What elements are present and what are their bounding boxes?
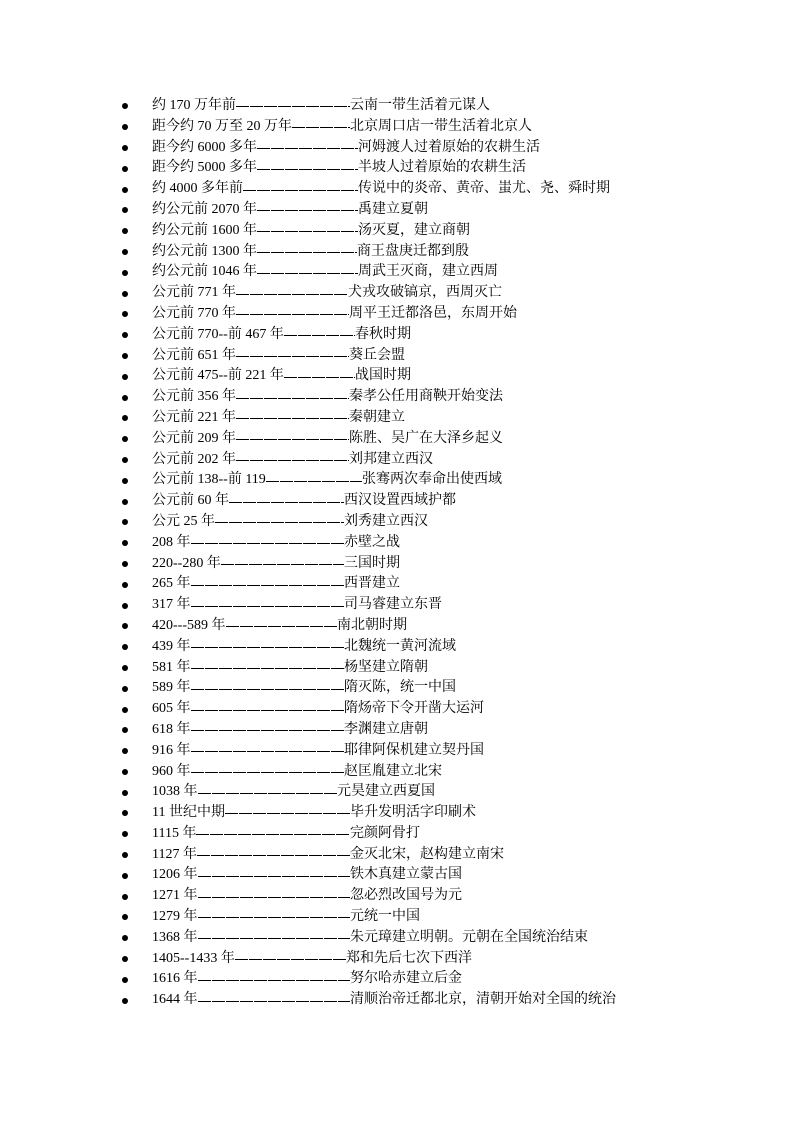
timeline-item bbox=[0, 554, 794, 575]
date-text: 约公元前 1600 年 bbox=[152, 222, 257, 238]
bullet-icon bbox=[122, 707, 128, 713]
event-text: 耶律阿保机建立契丹国 bbox=[344, 742, 484, 758]
event-text: 禹建立夏朝 bbox=[358, 201, 428, 217]
timeline-item bbox=[0, 990, 794, 1011]
leader-line bbox=[198, 897, 351, 898]
timeline-item bbox=[0, 699, 794, 720]
date-text: 1127 年 bbox=[152, 846, 197, 862]
leader-line bbox=[198, 1001, 351, 1002]
bullet-icon bbox=[122, 810, 128, 816]
timeline-item bbox=[0, 886, 794, 907]
event-text: 完颜阿骨打 bbox=[350, 825, 420, 841]
leader-line bbox=[191, 772, 345, 773]
timeline-item bbox=[0, 658, 794, 679]
date-text: 1616 年 bbox=[152, 971, 198, 987]
event-text: 元统一中国 bbox=[350, 909, 420, 925]
event-text: 葵丘会盟 bbox=[349, 347, 405, 363]
leader-line bbox=[292, 127, 350, 128]
event-text: 铁木真建立蒙古国 bbox=[350, 867, 462, 883]
bullet-icon bbox=[122, 914, 128, 920]
bullet-icon bbox=[122, 374, 128, 380]
event-text: 陈胜、吴广在大泽乡起义 bbox=[349, 430, 503, 446]
event-text: 刘邦建立西汉 bbox=[349, 451, 433, 467]
date-text: 1368 年 bbox=[152, 929, 198, 945]
timeline-item bbox=[0, 408, 794, 429]
bullet-icon bbox=[122, 769, 128, 775]
bullet-icon bbox=[122, 956, 128, 962]
date-text: 605 年 bbox=[152, 701, 191, 717]
timeline-item bbox=[0, 491, 794, 512]
bullet-icon bbox=[122, 207, 128, 213]
leader-line bbox=[257, 169, 358, 170]
date-text: 618 年 bbox=[152, 721, 191, 737]
date-text: 1405--1433 年 bbox=[152, 950, 235, 966]
bullet-icon bbox=[122, 561, 128, 567]
date-text: 约 4000 多年前 bbox=[152, 181, 243, 197]
event-text: 刘秀建立西汉 bbox=[344, 513, 428, 529]
date-text: 公元前 202 年 bbox=[152, 451, 236, 467]
timeline-item bbox=[0, 803, 794, 824]
date-text: 距今约 5000 多年 bbox=[152, 160, 257, 176]
bullet-icon bbox=[122, 748, 128, 754]
date-text: 公元 25 年 bbox=[152, 513, 215, 529]
event-text: 秦孝公任用商鞅开始变法 bbox=[349, 389, 503, 405]
leader-line bbox=[226, 626, 338, 627]
date-text: 约 170 万年前 bbox=[152, 98, 236, 113]
timeline-item bbox=[0, 678, 794, 699]
event-text: 周平王迁都洛邑，东周开始 bbox=[349, 305, 517, 321]
leader-line bbox=[229, 502, 344, 503]
timeline-item bbox=[0, 574, 794, 595]
bullet-icon bbox=[122, 332, 128, 338]
event-text: 商王盘庚迁都到殷 bbox=[357, 243, 469, 259]
timeline-item bbox=[0, 283, 794, 304]
leader-line bbox=[191, 689, 345, 690]
bullet-icon bbox=[122, 582, 128, 588]
bullet-icon bbox=[122, 998, 128, 1004]
timeline-item bbox=[0, 262, 794, 283]
date-text: 公元前 651 年 bbox=[152, 347, 236, 363]
event-text: 西汉设置西域护都 bbox=[344, 493, 456, 509]
event-text: 三国时期 bbox=[344, 555, 400, 571]
leader-line bbox=[236, 356, 349, 357]
bullet-icon bbox=[122, 103, 128, 109]
timeline-item bbox=[0, 969, 794, 990]
timeline-item bbox=[0, 512, 794, 533]
leader-line bbox=[236, 314, 349, 315]
timeline-item bbox=[0, 96, 794, 117]
leader-line bbox=[198, 938, 351, 939]
leader-line bbox=[221, 564, 344, 565]
date-text: 公元前 475--前 221 年 bbox=[152, 368, 284, 384]
event-text: 毕升发明活字印刷术 bbox=[350, 805, 476, 821]
leader-line bbox=[191, 647, 345, 648]
date-text: 公元前 209 年 bbox=[152, 430, 236, 446]
event-text: 西晋建立 bbox=[344, 576, 400, 592]
date-text: 1279 年 bbox=[152, 909, 198, 925]
timeline-item bbox=[0, 387, 794, 408]
date-text: 距今约 6000 多年 bbox=[152, 139, 257, 155]
event-text: 杨坚建立隋朝 bbox=[344, 659, 428, 675]
leader-line bbox=[266, 481, 362, 482]
leader-line bbox=[257, 210, 358, 211]
date-text: 439 年 bbox=[152, 638, 191, 654]
leader-line bbox=[215, 522, 344, 523]
timeline-item bbox=[0, 762, 794, 783]
date-text: 208 年 bbox=[152, 534, 191, 550]
bullet-icon bbox=[122, 499, 128, 505]
leader-line bbox=[236, 439, 349, 440]
leader-line bbox=[198, 793, 338, 794]
date-text: 公元前 60 年 bbox=[152, 493, 229, 509]
timeline-item bbox=[0, 907, 794, 928]
date-text: 317 年 bbox=[152, 597, 191, 613]
bullet-icon bbox=[122, 977, 128, 983]
leader-line bbox=[191, 668, 345, 669]
timeline-item bbox=[0, 845, 794, 866]
event-text: 李渊建立唐朝 bbox=[344, 721, 428, 737]
bullet-icon bbox=[122, 166, 128, 172]
date-text: 约公元前 1300 年 bbox=[152, 243, 257, 259]
date-text: 420---589 年 bbox=[152, 617, 226, 633]
leader-line bbox=[225, 813, 350, 814]
timeline-item bbox=[0, 616, 794, 637]
event-text: 隋炀帝下令开凿大运河 bbox=[344, 701, 484, 717]
bullet-icon bbox=[122, 644, 128, 650]
date-text: 589 年 bbox=[152, 680, 191, 696]
event-text: 传说中的炎帝、黄帝、蚩尤、尧、舜时期 bbox=[358, 181, 610, 197]
leader-line bbox=[198, 980, 351, 981]
leader-line bbox=[243, 190, 358, 191]
timeline-item bbox=[0, 117, 794, 138]
date-text: 距今约 70 万至 20 万年 bbox=[152, 118, 292, 134]
timeline-item bbox=[0, 595, 794, 616]
date-text: 916 年 bbox=[152, 742, 191, 758]
date-text: 265 年 bbox=[152, 576, 191, 592]
event-text: 清顺治帝迁都北京，清朝开始对全国的统治 bbox=[350, 992, 616, 1008]
date-text: 1115 年 bbox=[152, 825, 197, 841]
timeline-item bbox=[0, 470, 794, 491]
event-text: 河姆渡人过着原始的农耕生活 bbox=[358, 139, 540, 155]
date-text: 公元前 221 年 bbox=[152, 409, 236, 425]
leader-line bbox=[191, 710, 345, 711]
timeline-item bbox=[0, 138, 794, 159]
timeline-item bbox=[0, 533, 794, 554]
leader-line bbox=[191, 730, 345, 731]
timeline-item bbox=[0, 637, 794, 658]
event-text: 周武王灭商，建立西周 bbox=[358, 264, 498, 280]
leader-line bbox=[191, 606, 345, 607]
bullet-icon bbox=[122, 478, 128, 484]
bullet-icon bbox=[122, 353, 128, 359]
timeline-item bbox=[0, 158, 794, 179]
leader-line bbox=[284, 335, 355, 336]
date-text: 1038 年 bbox=[152, 784, 198, 800]
leader-line bbox=[191, 751, 345, 752]
bullet-icon bbox=[122, 145, 128, 151]
timeline-item bbox=[0, 928, 794, 949]
leader-line bbox=[198, 876, 351, 877]
date-text: 960 年 bbox=[152, 763, 191, 779]
bullet-icon bbox=[122, 457, 128, 463]
date-text: 公元前 770--前 467 年 bbox=[152, 326, 284, 342]
bullet-icon bbox=[122, 249, 128, 255]
bullet-icon bbox=[122, 873, 128, 879]
date-text: 约公元前 2070 年 bbox=[152, 201, 257, 217]
leader-line bbox=[284, 377, 355, 378]
event-text: 北魏统一黄河流域 bbox=[344, 638, 456, 654]
leader-line bbox=[257, 231, 358, 232]
bullet-icon bbox=[122, 790, 128, 796]
leader-line bbox=[196, 834, 350, 835]
date-text: 1271 年 bbox=[152, 888, 198, 904]
bullet-icon bbox=[122, 665, 128, 671]
date-text: 公元前 138--前 119 bbox=[152, 472, 266, 488]
event-text: 张骞两次奉命出使西域 bbox=[362, 472, 502, 488]
event-text: 南北朝时期 bbox=[337, 617, 407, 633]
date-text: 约公元前 1046 年 bbox=[152, 264, 257, 280]
leader-line bbox=[198, 917, 351, 918]
timeline-item bbox=[0, 179, 794, 200]
event-text: 战国时期 bbox=[355, 368, 411, 384]
leader-line bbox=[191, 543, 345, 544]
bullet-icon bbox=[122, 686, 128, 692]
event-text: 赵匡胤建立北宋 bbox=[344, 763, 442, 779]
event-text: 春秋时期 bbox=[355, 326, 411, 342]
event-text: 隋灭陈，统一中国 bbox=[344, 680, 456, 696]
event-text: 元昊建立西夏国 bbox=[337, 784, 435, 800]
bullet-icon bbox=[122, 603, 128, 609]
date-text: 11 世纪中期 bbox=[152, 805, 225, 821]
leader-line bbox=[257, 273, 358, 274]
timeline-item bbox=[0, 221, 794, 242]
timeline-item bbox=[0, 366, 794, 387]
bullet-icon bbox=[122, 894, 128, 900]
event-text: 犬戎攻破镐京，西周灭亡 bbox=[348, 285, 502, 301]
date-text: 公元前 770 年 bbox=[152, 305, 236, 321]
date-text: 220--280 年 bbox=[152, 555, 221, 571]
timeline-item bbox=[0, 429, 794, 450]
bullet-icon bbox=[122, 852, 128, 858]
timeline-item bbox=[0, 865, 794, 886]
bullet-icon bbox=[122, 935, 128, 941]
timeline-item bbox=[0, 949, 794, 970]
bullet-icon bbox=[122, 727, 128, 733]
bullet-icon bbox=[122, 187, 128, 193]
bullet-icon bbox=[122, 124, 128, 130]
timeline-item bbox=[0, 242, 794, 263]
leader-line bbox=[236, 460, 349, 461]
leader-line bbox=[197, 855, 350, 856]
leader-line bbox=[191, 585, 345, 586]
event-text: 金灭北宋，赵构建立南宋 bbox=[350, 846, 504, 862]
event-text: 司马睿建立东晋 bbox=[344, 597, 442, 613]
leader-line bbox=[235, 959, 346, 960]
timeline-item bbox=[0, 824, 794, 845]
bullet-icon bbox=[122, 291, 128, 297]
event-text: 北京周口店一带生活着北京人 bbox=[350, 118, 532, 134]
timeline-list bbox=[0, 96, 794, 1011]
date-text: 公元前 771 年 bbox=[152, 285, 236, 301]
leader-line bbox=[257, 252, 357, 253]
bullet-icon bbox=[122, 270, 128, 276]
event-text: 汤灭夏，建立商朝 bbox=[358, 222, 470, 238]
bullet-icon bbox=[122, 228, 128, 234]
leader-line bbox=[236, 398, 349, 399]
bullet-icon bbox=[122, 436, 128, 442]
timeline-item bbox=[0, 450, 794, 471]
event-text: 朱元璋建立明朝。元朝在全国统治结束 bbox=[350, 929, 588, 945]
leader-line bbox=[236, 418, 349, 419]
bullet-icon bbox=[122, 519, 128, 525]
leader-line bbox=[236, 106, 350, 107]
timeline-item bbox=[0, 720, 794, 741]
timeline-item bbox=[0, 782, 794, 803]
date-text: 1644 年 bbox=[152, 992, 198, 1008]
bullet-icon bbox=[122, 540, 128, 546]
event-text: 云南一带生活着元谋人 bbox=[350, 98, 490, 113]
bullet-icon bbox=[122, 415, 128, 421]
event-text: 努尔哈赤建立后金 bbox=[350, 971, 462, 987]
date-text: 1206 年 bbox=[152, 867, 198, 883]
event-text: 郑和先后七次下西洋 bbox=[346, 950, 472, 966]
date-text: 公元前 356 年 bbox=[152, 389, 236, 405]
bullet-icon bbox=[122, 311, 128, 317]
leader-line bbox=[236, 294, 348, 295]
timeline-item bbox=[0, 741, 794, 762]
bullet-icon bbox=[122, 831, 128, 837]
timeline-item bbox=[0, 325, 794, 346]
bullet-icon bbox=[122, 395, 128, 401]
event-text: 半坡人过着原始的农耕生活 bbox=[358, 160, 526, 176]
timeline-item bbox=[0, 304, 794, 325]
date-text: 581 年 bbox=[152, 659, 191, 675]
timeline-item bbox=[0, 200, 794, 221]
leader-line bbox=[257, 148, 358, 149]
event-text: 赤壁之战 bbox=[344, 534, 400, 550]
event-text: 忽必烈改国号为元 bbox=[350, 888, 462, 904]
timeline-item bbox=[0, 346, 794, 367]
bullet-icon bbox=[122, 623, 128, 629]
event-text: 秦朝建立 bbox=[349, 409, 405, 425]
